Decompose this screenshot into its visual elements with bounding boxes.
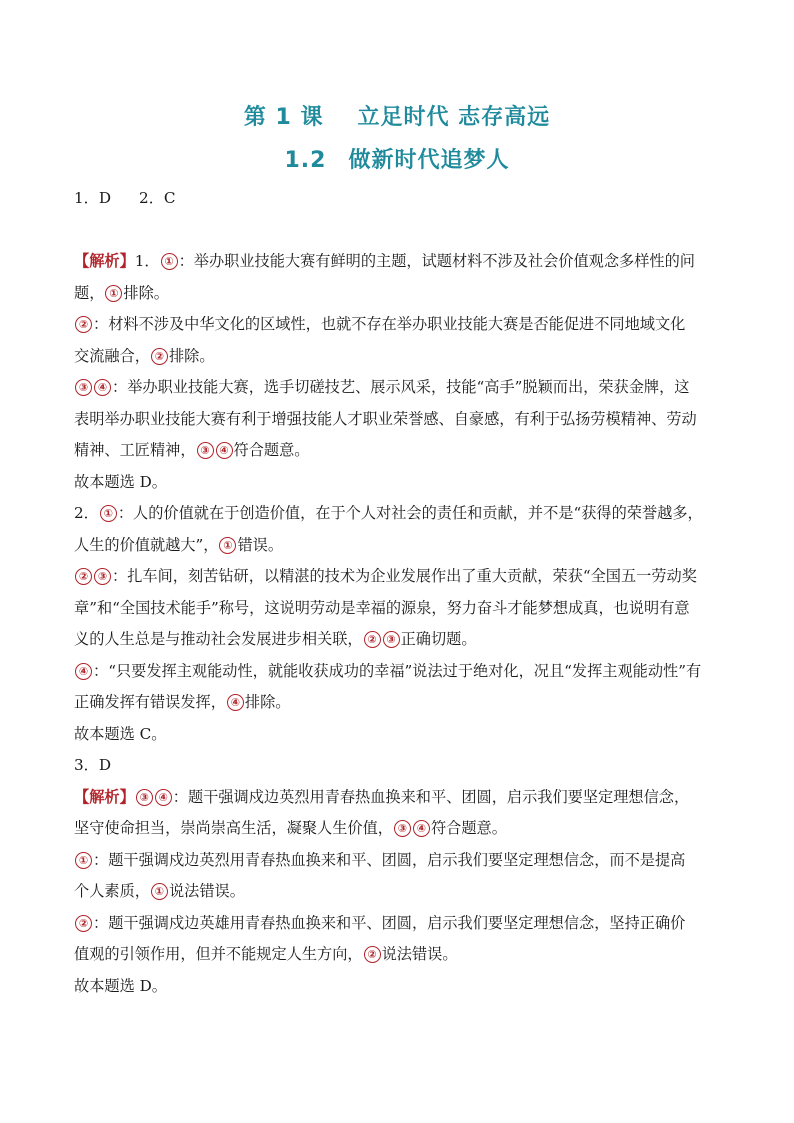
- circled-3-mark: ③: [383, 631, 400, 648]
- q3-line-6: 值观的引领作用，但并不能规定人生方向， ② 说法错误。: [74, 945, 458, 963]
- circled-4-mark: ④: [94, 379, 111, 396]
- section-number: 1.2: [284, 148, 327, 173]
- circled-3-mark: ③: [197, 442, 214, 459]
- answer-3: 3．D: [74, 756, 112, 774]
- lesson-title: [0, 100, 794, 131]
- q1-line-3: ② ：材料不涉及中华文化的区域性，也就不存在举办职业技能大赛是否能促进不同地域文化: [74, 309, 724, 341]
- circled-4-mark: ④: [413, 820, 430, 837]
- q3-line-1: 【解析】 ③ ④ ：题干强调戍边英烈用青春热血换来和平、团圆，启示我们要坚定理想信念，: [74, 787, 690, 806]
- answer-key-line: [74, 183, 724, 215]
- circled-3-mark: ③: [75, 379, 92, 396]
- q1-line-6: 表明举办职业技能大赛有利于增强技能人才职业荣誉感、自豪感，有利于弘扬劳模精神、劳动: [74, 409, 697, 428]
- circled-2-mark: ②: [364, 946, 381, 963]
- circled-3-mark: ③: [94, 568, 111, 585]
- q2-line-6: ④ ：“只要发挥主观能动性，就能收获成功的幸福”说法过于绝对化，况且“发挥主观能动性”有: [74, 656, 724, 688]
- circled-4-mark: ④: [155, 789, 172, 806]
- q2-line-5: 义的人生总是与推动社会发展进步相关联， ② ③ 正确切题。: [74, 630, 477, 648]
- circled-2-mark: ②: [75, 316, 92, 333]
- circled-3-mark: ③: [394, 820, 411, 837]
- circled-1-mark: ①: [161, 253, 178, 270]
- q1-line-5: ③ ④ ：举办职业技能大赛，选手切磋技艺、展示风采，技能“高手”脱颖而出，荣获金牌，这: [74, 372, 724, 404]
- q2-line-1: 2． ① ：人的价值就在于创造价值，在于个人对社会的责任和贡献，并不是“获得的荣誉越多，: [74, 504, 703, 522]
- q3-line-5: ② ：题干强调戍边英雄用青春热血换来和平、团圆，启示我们要坚定理想信念，坚持正确价: [74, 908, 724, 940]
- q3-conclusion: 故本题选 D。: [74, 976, 167, 995]
- circled-2-mark: ②: [364, 631, 381, 648]
- circled-1-mark: ①: [151, 883, 168, 900]
- circled-1-mark: ①: [105, 285, 122, 302]
- analysis-label: 【解析】: [74, 787, 135, 806]
- lesson-name: 立足时代 志存高远: [357, 105, 551, 130]
- q1-line-1: 【解析】1． ① ：举办职业技能大赛有鲜明的主题，试题材料不涉及社会价值观念多样性的问: [74, 252, 695, 270]
- answer-1: 1．D: [74, 189, 112, 207]
- q3-line-2: 坚守使命担当，崇尚崇高生活，凝聚人生价值， ③ ④ 符合题意。: [74, 819, 507, 837]
- q2-line-4: 章”和“全国技术能手”称号，这说明劳动是幸福的源泉，努力奋斗才能梦想成真，也说明有意: [74, 598, 690, 617]
- answer-2: 2．C: [139, 189, 176, 207]
- section-title: [0, 143, 794, 174]
- q1-conclusion: 故本题选 D。: [74, 472, 167, 491]
- circled-1-mark: ①: [100, 505, 117, 522]
- q3-line-3: ① ：题干强调戍边英烈用青春热血换来和平、团圆，启示我们要坚定理想信念，而不是提高: [74, 845, 724, 877]
- circled-4-mark: ④: [216, 442, 233, 459]
- q2-line-2: 人生的价值就越大”， ① 错误。: [74, 535, 284, 554]
- q2-conclusion: 故本题选 C。: [74, 724, 167, 743]
- circled-4-mark: ④: [75, 663, 92, 680]
- circled-4-mark: ④: [227, 694, 244, 711]
- circled-3-mark: ③: [136, 789, 153, 806]
- circled-2-mark: ②: [151, 348, 168, 365]
- circled-2-mark: ②: [75, 568, 92, 585]
- circled-1-mark: ①: [219, 537, 236, 554]
- section-name: 做新时代追梦人: [348, 148, 510, 173]
- q1-line-4: 交流融合， ② 排除。: [74, 346, 215, 365]
- q1-line-2: 题， ① 排除。: [74, 283, 169, 302]
- circled-1-mark: ①: [75, 852, 92, 869]
- answer-body: [74, 183, 724, 1002]
- analysis-label: 【解析】: [74, 252, 135, 270]
- q2-line-3: ② ③ ：扎车间，刻苦钻研，以精湛的技术为企业发展作出了重大贡献，荣获“全国五一劳动奖: [74, 561, 724, 593]
- q1-line-7: 精神、工匠精神， ③ ④ 符合题意。: [74, 441, 310, 459]
- q3-line-4: 个人素质， ① 说法错误。: [74, 882, 245, 900]
- circled-2-mark: ②: [75, 915, 92, 932]
- q2-line-7: 正确发挥有错误发挥， ④ 排除。: [74, 693, 291, 711]
- lesson-number: 第 1 课: [243, 105, 324, 130]
